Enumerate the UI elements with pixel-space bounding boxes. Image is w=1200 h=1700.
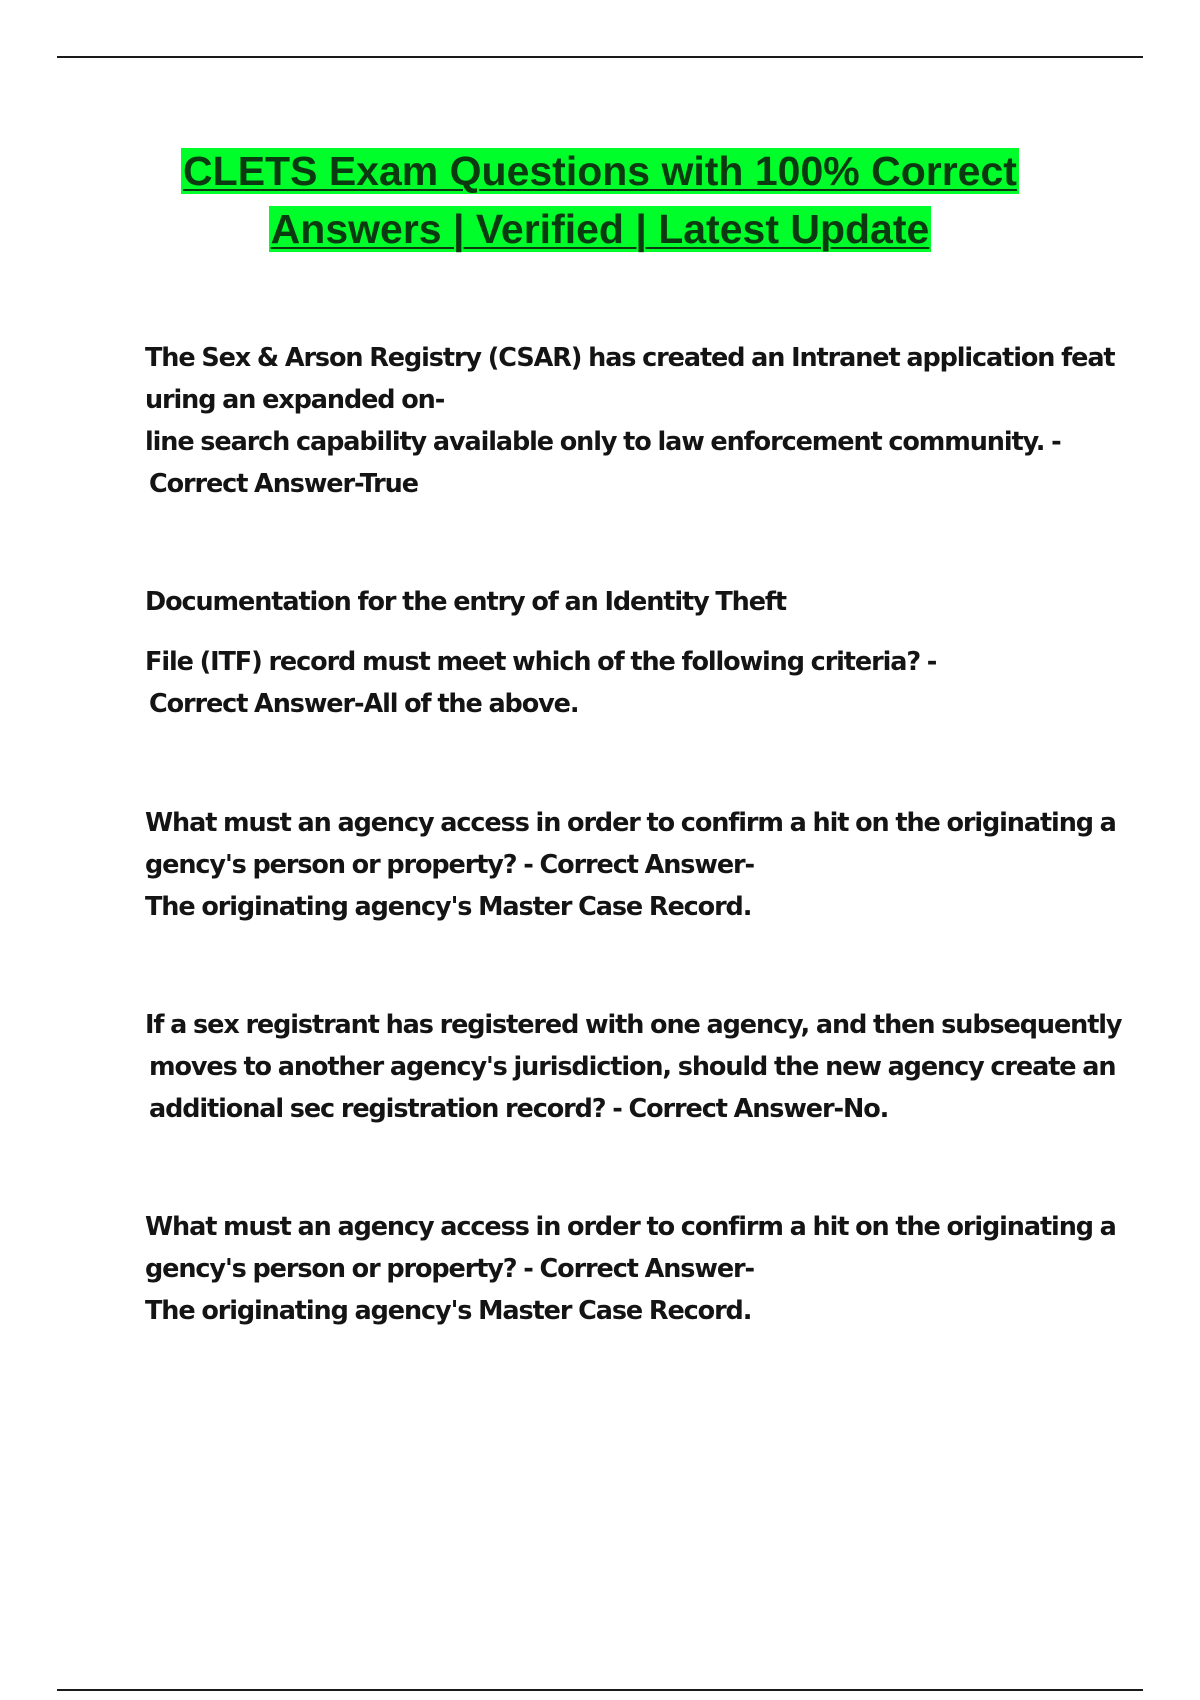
qa-1-line-2: uring an expanded on-	[145, 385, 445, 415]
top-rule	[57, 56, 1143, 58]
qa-item-1	[145, 337, 1115, 505]
qa-item-3	[145, 802, 1116, 928]
qa-1-line-1: The Sex & Arson Registry (CSAR) has created an Intranet application feat	[145, 343, 1115, 373]
qa-5-answer: The originating agency's Master Case Record.	[145, 1296, 752, 1326]
qa-4-line-1: If a sex registrant has registered with one agency, and then subsequently	[145, 1010, 1122, 1040]
qa-item-2	[145, 581, 1100, 725]
qa-2-spacer	[145, 623, 1100, 641]
title-line-2: Answers | Verified | Latest Update	[270, 206, 930, 252]
qa-1-line-3: line search capability available only to law enforcement community. -	[145, 427, 1061, 457]
qa-3-answer: The originating agency's Master Case Record.	[145, 892, 752, 922]
bottom-rule	[57, 1689, 1143, 1691]
qa-4-answer: additional sec registration record? - Correct Answer-No.	[149, 1094, 889, 1124]
qa-item-4	[145, 1004, 1122, 1130]
qa-3-line-1: What must an agency access in order to confirm a hit on the originating a	[145, 808, 1116, 838]
qa-2-line-1: Documentation for the entry of an Identity Theft	[145, 587, 787, 617]
qa-3-line-2: gency's person or property? - Correct Answer-	[145, 850, 754, 880]
title-line-1: CLETS Exam Questions with 100% Correct	[183, 148, 1017, 194]
qa-5-line-1: What must an agency access in order to confirm a hit on the originating a	[145, 1212, 1116, 1242]
qa-1-answer: Correct Answer-True	[149, 469, 418, 499]
qa-2-answer: Correct Answer-All of the above.	[149, 689, 579, 719]
qa-5-line-2: gency's person or property? - Correct Answer-	[145, 1254, 754, 1284]
qa-item-5	[145, 1206, 1116, 1332]
qa-4-line-2: moves to another agency's jurisdiction, should the new agency create an	[149, 1052, 1116, 1082]
document-title	[100, 142, 1100, 258]
qa-2-line-2: File (ITF) record must meet which of the following criteria? -	[145, 647, 937, 677]
